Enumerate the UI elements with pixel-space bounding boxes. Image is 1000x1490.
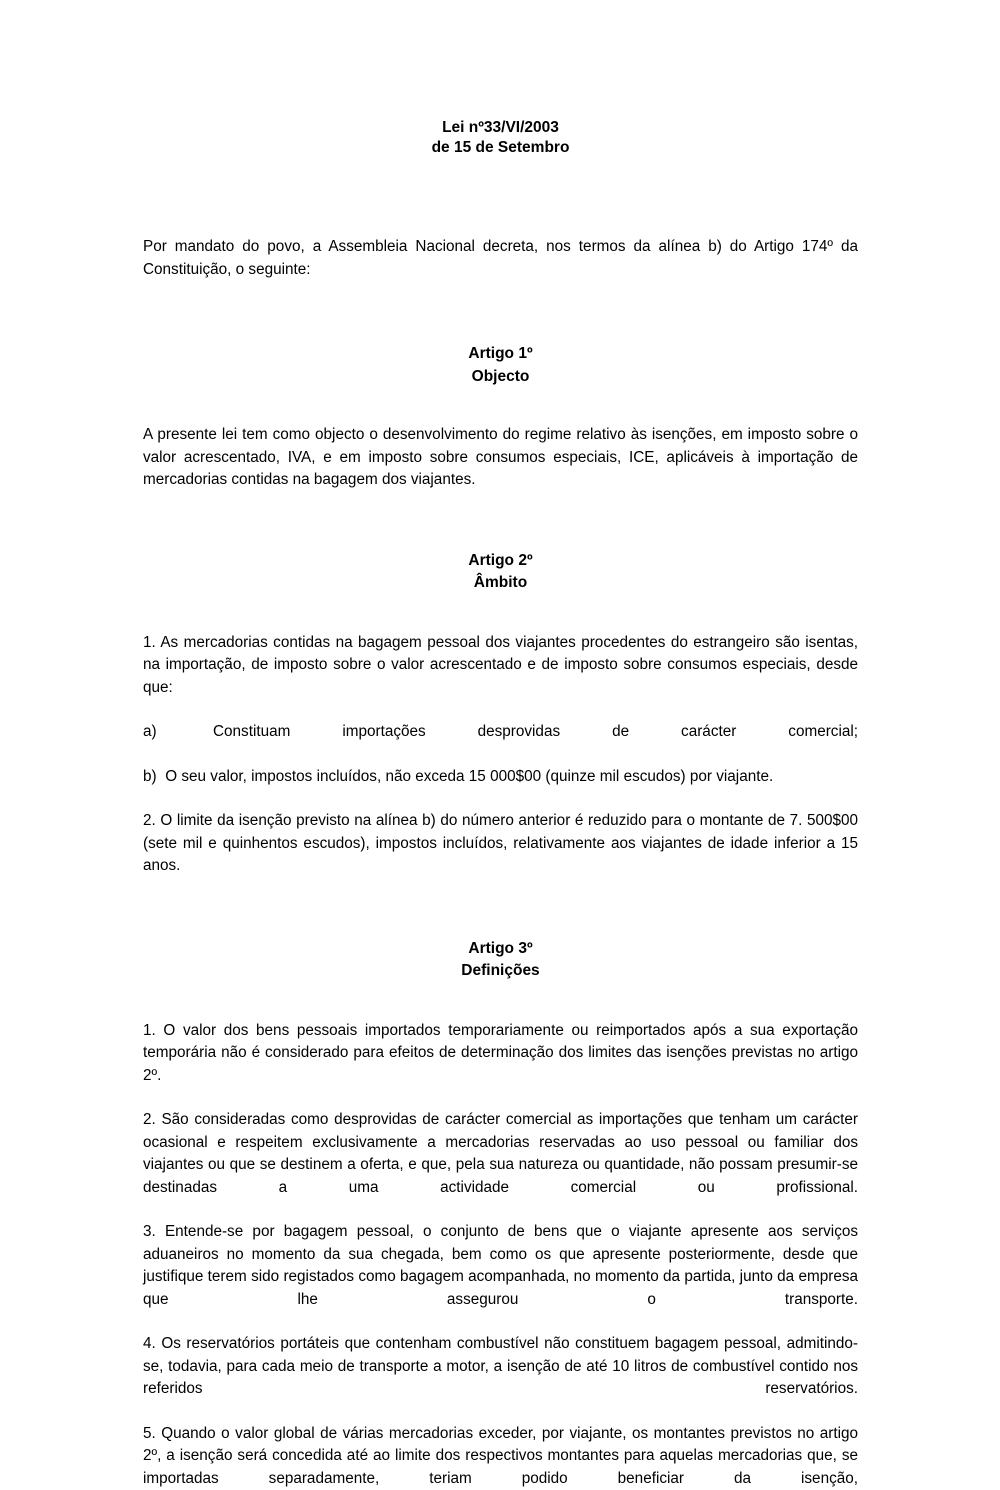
document-title-line-1: Lei nº33/VI/2003 <box>143 118 858 138</box>
article-3-paragraph-2: 2. São consideradas como desprovidas de carácter comercial as importações que tenham um carácter ocasional e respeitem exclusivamente a mercadorias reservadas ao uso pessoal ou familiar dos viajantes ou que se destinem a oferta, e que, pela sua natureza ou quantidade, não possam presumir-se destinadas a uma actividade comercial ou profissional. <box>143 1109 858 1199</box>
article-2-item-b-marker: b) <box>143 766 161 789</box>
article-2-title: Âmbito <box>143 572 858 595</box>
article-3-paragraph-3: 3. Entende-se por bagagem pessoal, o conjunto de bens que o viajante apresente aos serviços aduaneiros no momento da sua chegada, bem como os que apresente posteriormente, desde que justifique terem sido registados como bagagem acompanhada, no momento da partida, junto da empresa que lhe assegurou o transporte. <box>143 1221 858 1311</box>
article-2-number: Artigo 2º <box>143 550 858 573</box>
document-title <box>143 118 858 158</box>
article-2-heading <box>143 550 858 595</box>
article-1-heading <box>143 343 858 388</box>
article-1-body: A presente lei tem como objecto o desenvolvimento do regime relativo às isenções, em imposto sobre o valor acrescentado, IVA, e em imposto sobre consumos especiais, ICE, aplicáveis à importação de mercadorias contidas na bagagem dos viajantes. <box>143 424 858 492</box>
article-2-item-a <box>143 721 858 744</box>
article-2-item-b-text: O seu valor, impostos incluídos, não exceda 15 000$00 (quinze mil escudos) por viajante. <box>165 768 773 785</box>
article-2-item-a-marker: a) <box>143 721 161 744</box>
article-2-paragraph-1: 1. As mercadorias contidas na bagagem pessoal dos viajantes procedentes do estrangeiro são isentas, na importação, de imposto sobre o valor acrescentado e de imposto sobre consumos especiais, desde que: <box>143 632 858 700</box>
article-3-number: Artigo 3º <box>143 938 858 961</box>
article-3-title: Definições <box>143 960 858 983</box>
article-2-item-b <box>143 766 858 789</box>
article-3-heading <box>143 938 858 983</box>
article-3-paragraph-5: 5. Quando o valor global de várias mercadorias exceder, por viajante, os montantes previstos no artigo 2º, a isenção será concedida até ao limite dos respectivos montantes para aquelas mercadorias que, se importadas separadamente, teriam podido beneficiar da isenção, <box>143 1423 858 1490</box>
document-title-line-2: de 15 de Setembro <box>143 138 858 158</box>
article-2-paragraph-2: 2. O limite da isenção previsto na alínea b) do número anterior é reduzido para o montante de 7. 500$00 (sete mil e quinhentos escudos), impostos incluídos, relativamente aos viajantes de idade inferior a 15 anos. <box>143 810 858 878</box>
article-2-item-a-text: Constituam importações desprovidas de carácter comercial; <box>213 723 858 740</box>
article-1-number: Artigo 1º <box>143 343 858 366</box>
preamble-paragraph: Por mandato do povo, a Assembleia Nacional decreta, nos termos da alínea b) do Artigo 174º da Constituição, o seguinte: <box>143 236 858 281</box>
article-1-title: Objecto <box>143 366 858 389</box>
article-3-paragraph-1: 1. O valor dos bens pessoais importados temporariamente ou reimportados após a sua exportação temporária não é considerado para efeitos de determinação dos limites das isenções previstas no artigo 2º. <box>143 1020 858 1088</box>
article-3-paragraph-4: 4. Os reservatórios portáteis que contenham combustível não constituem bagagem pessoal, admitindo-se, todavia, para cada meio de transporte a motor, a isenção de até 10 litros de combustível contido nos referidos reservatórios. <box>143 1333 858 1401</box>
